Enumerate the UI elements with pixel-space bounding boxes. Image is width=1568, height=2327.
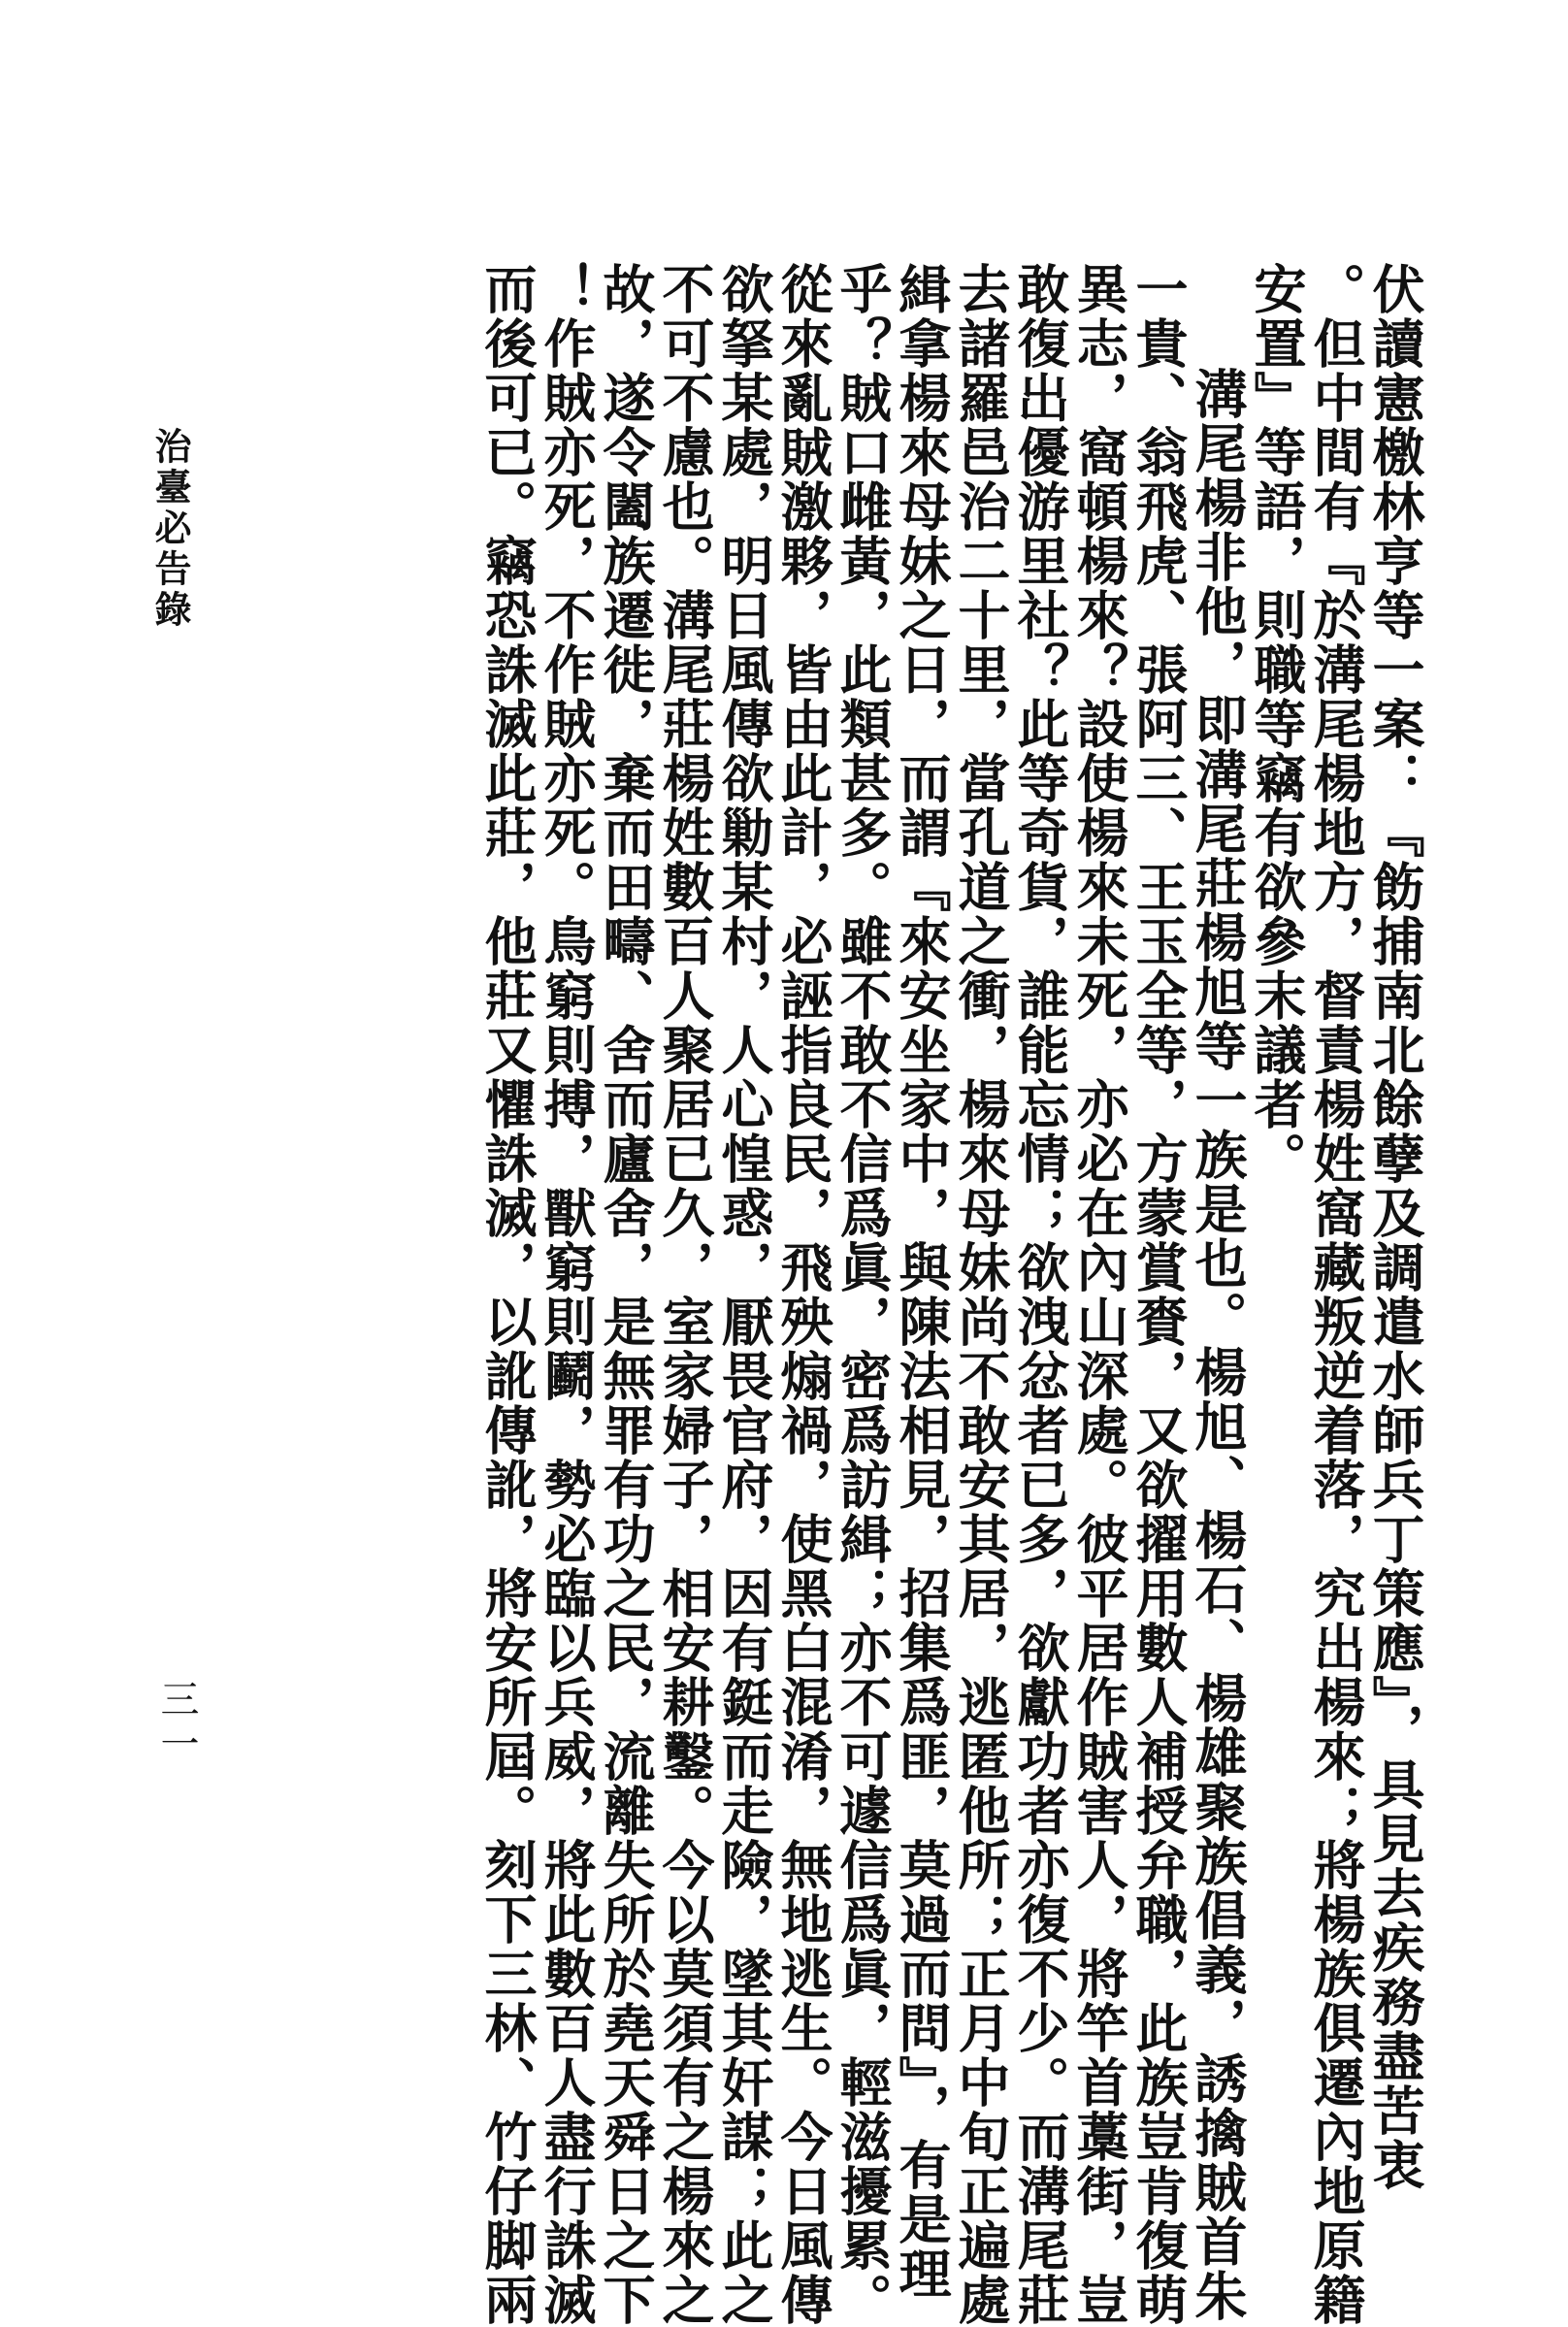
text-line: 欲拏某處，明日風傳欲勦某村，人心惶惑，厭畏官府，因有鋌而走險，墜其奸謀；此之 (713, 262, 775, 2327)
text-line: 。但中間有『於溝尾楊地方，督責楊姓窩藏叛逆着落，究出楊來；將楊族俱遷內地原籍 (1305, 262, 1367, 2327)
text-line: 乎？賊口雌黃，此類甚多。雖不敢不信爲眞，密爲訪緝；亦不可遽信爲眞，輕滋擾累。 (832, 262, 894, 2327)
text-line: 不可不慮也。溝尾莊楊姓數百人聚居已久，室家婦子，相安耕鑿。今以莫須有之楊來之 (654, 262, 716, 2327)
running-title: 治臺必告錄 (148, 427, 192, 631)
text-line: 而後可已。竊恐誅滅此莊，他莊又懼誅滅，以訛傳訛，將安所屆。刻下三林、竹仔脚兩 (476, 262, 539, 2327)
text-line: 一貴、翁飛虎、張阿三、王玉全等，方蒙賞賚，又欲擢用數人補授弁職，此族豈肯復萌 (1127, 262, 1190, 2327)
text-line: 從來亂賊激夥，皆由此計，必誣指良民，飛殃煽禍，使黑白混淆，無地逃生。今日風傳 (772, 262, 834, 2327)
text-line: 溝尾楊非他，即溝尾莊楊旭等一族是也。楊旭、楊石、楊雄聚族倡義，誘擒賊首朱 (1187, 367, 1249, 2323)
text-line: 緝拿楊來母妹之日，而謂『來安坐家中，與陳法相見，招集爲匪，莫過而問』，有是理 (891, 262, 953, 2301)
text-line: 故，遂令闔族遷徙，棄而田疇、舍而廬舍，是無罪有功之民，流離失所於堯天舜日之下 (595, 262, 657, 2327)
text-line: 去諸羅邑治二十里，當孔道之衝，楊來母妹尚不敢安其居，逃匿他所；正月中旬正遍處 (950, 262, 1012, 2327)
body-text (476, 262, 1426, 2327)
text-line: 敢復出優游里社？此等奇貨，誰能忘情；欲洩忿者已多，欲獻功者亦復不少。而溝尾莊 (1009, 262, 1071, 2327)
page-number: 三一 (154, 1679, 199, 1768)
text-line: 伏讀憲檄林亨等一案：『飭捕南北餘孽及調遣水師兵丁策應』，具見去疾務盡苦衷 (1364, 262, 1426, 2192)
text-line: ！作賊亦死，不作賊亦死。鳥窮則搏，獸窮則鬬，勢必臨以兵威，將此數百人盡行誅滅 (536, 262, 598, 2327)
text-line: 異志，窩頓楊來？設使楊來未死，亦必在內山深處。彼平居作賊害人，將竿首藁街，豈 (1068, 262, 1130, 2327)
text-line: 安置』等語，則職等竊有欲參末議者。 (1246, 262, 1308, 1186)
